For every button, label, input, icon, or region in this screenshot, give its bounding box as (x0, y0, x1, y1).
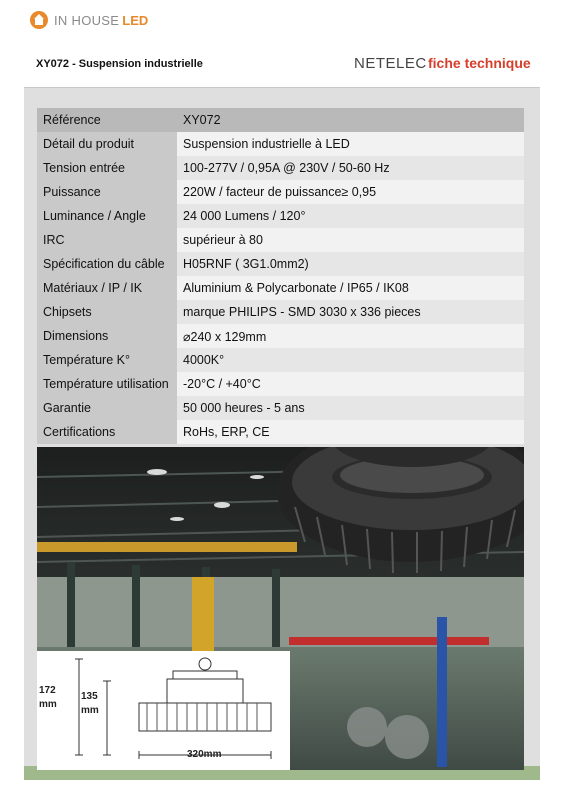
spec-label: Dimensions (37, 324, 177, 348)
spec-value: 4000K° (177, 348, 524, 372)
total-height-value: 172 (39, 685, 56, 696)
spec-row (37, 204, 524, 228)
spec-value: H05RNF ( 3G1.0mm2) (177, 252, 524, 276)
spec-label: Température utilisation (37, 372, 177, 396)
spec-row (37, 420, 524, 444)
spec-row (37, 348, 524, 372)
spec-label: Détail du produit (37, 132, 177, 156)
spec-table (37, 108, 524, 444)
spec-value: 24 000 Lumens / 120° (177, 204, 524, 228)
total-height-unit: mm (39, 699, 57, 710)
house-icon (30, 11, 48, 29)
brand-name-part1: IN HOUSE (54, 12, 120, 28)
spec-value: marque PHILIPS - SMD 3030 x 336 pieces (177, 300, 524, 324)
manufacturer-name: NETELEC (354, 55, 427, 72)
spec-value: 100-277V / 0,95A @ 230V / 50-60 Hz (177, 156, 524, 180)
product-title: XY072 - Suspension industrielle (36, 58, 203, 70)
spec-label: IRC (37, 228, 177, 252)
spec-label: Chipsets (37, 300, 177, 324)
spec-label: Spécification du câble (37, 252, 177, 276)
spec-row (37, 108, 524, 132)
spec-value: ⌀240 x 129mm (177, 324, 524, 348)
spec-row (37, 276, 524, 300)
brand-name-part2: LED (122, 12, 149, 28)
spec-label: Température K° (37, 348, 177, 372)
brand-logo (30, 10, 148, 30)
body-height-unit: mm (81, 705, 99, 716)
spec-value: -20°C / +40°C (177, 372, 524, 396)
body-height-value: 135 (81, 691, 98, 702)
width-value: 320mm (187, 749, 222, 760)
spec-label: Matériaux / IP / IK (37, 276, 177, 300)
spec-value: XY072 (177, 108, 524, 132)
spec-value: 220W / facteur de puissance≥ 0,95 (177, 180, 524, 204)
spec-row (37, 324, 524, 348)
dimension-diagram (37, 651, 290, 770)
spec-row (37, 372, 524, 396)
spec-label: Puissance (37, 180, 177, 204)
spec-row (37, 156, 524, 180)
spec-row (37, 180, 524, 204)
spec-value: RoHs, ERP, CE (177, 420, 524, 444)
spec-row (37, 396, 524, 420)
spec-row (37, 300, 524, 324)
spec-label: Garantie (37, 396, 177, 420)
lamp-outline-drawing (37, 651, 290, 770)
spec-row (37, 228, 524, 252)
spec-label: Référence (37, 108, 177, 132)
spec-label: Luminance / Angle (37, 204, 177, 228)
document-type: fiche technique (428, 55, 531, 71)
spec-row (37, 132, 524, 156)
spec-value: Suspension industrielle à LED (177, 132, 524, 156)
spec-label: Tension entrée (37, 156, 177, 180)
spec-value: 50 000 heures - 5 ans (177, 396, 524, 420)
spec-label: Certifications (37, 420, 177, 444)
page-header (24, 40, 540, 88)
spec-value: supérieur à 80 (177, 228, 524, 252)
spec-value: Aluminium & Polycarbonate / IP65 / IK08 (177, 276, 524, 300)
spec-row (37, 252, 524, 276)
